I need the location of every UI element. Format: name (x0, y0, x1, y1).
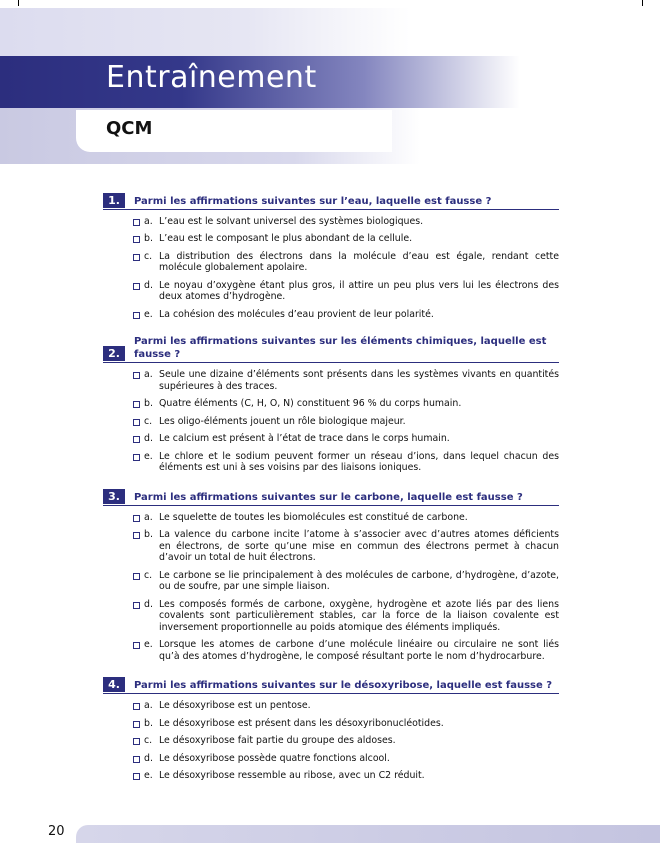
option-text: La cohésion des molécules d’eau provient de leur polarité. (159, 308, 434, 320)
question-list (103, 193, 559, 797)
option-letter: b. (144, 398, 153, 410)
option-letter: c. (144, 415, 153, 427)
question-number: 4. (103, 677, 125, 692)
checkbox-icon[interactable] (133, 436, 140, 443)
option-text: Le calcium est présent à l’état de trace dans le corps humain. (159, 433, 450, 445)
option-letter: e. (144, 450, 153, 462)
answer-option-4-d[interactable] (133, 753, 559, 765)
option-list (103, 512, 559, 663)
option-text: L’eau est le solvant universel des systèmes biologiques. (159, 216, 424, 227)
answer-option-4-c[interactable] (133, 735, 559, 747)
checkbox-icon[interactable] (133, 219, 140, 226)
answer-option-3-a[interactable] (133, 512, 559, 524)
answer-option-1-d[interactable] (133, 280, 559, 303)
answer-option-2-a[interactable] (133, 369, 559, 392)
option-text: Le noyau d’oxygène étant plus gros, il attire un peu plus vers lui les électrons des deux atomes d’hydrogène. (159, 279, 559, 303)
option-letter: a. (144, 216, 153, 227)
question-header (103, 677, 559, 694)
checkbox-icon[interactable] (133, 454, 140, 461)
option-text: Le désoxyribose est présent dans les désoxyribonucléotides. (159, 717, 444, 729)
option-letter: d. (144, 279, 153, 291)
answer-option-4-e[interactable] (133, 770, 559, 782)
checkbox-icon[interactable] (133, 401, 140, 408)
option-letter: d. (144, 433, 153, 445)
option-letter: a. (144, 369, 153, 381)
checkbox-icon[interactable] (133, 756, 140, 763)
option-letter: e. (144, 639, 153, 651)
answer-option-4-a[interactable] (133, 700, 559, 712)
option-text: Quatre éléments (C, H, O, N) constituent 96 % du corps humain. (159, 398, 462, 410)
option-list (103, 216, 559, 320)
question-number: 3. (103, 489, 125, 504)
checkbox-icon[interactable] (133, 283, 140, 290)
footer-band (76, 825, 660, 843)
question-header (103, 335, 559, 363)
checkbox-icon[interactable] (133, 515, 140, 522)
option-letter: e. (144, 769, 153, 781)
crop-mark-right (642, 0, 643, 6)
question-4 (103, 677, 559, 781)
option-letter: e. (144, 308, 153, 320)
checkbox-icon[interactable] (133, 372, 140, 379)
answer-option-2-d[interactable] (133, 433, 559, 445)
option-letter: d. (144, 752, 153, 764)
question-1 (103, 193, 559, 320)
question-3 (103, 489, 559, 663)
option-text: Le carbone se lie principalement à des molécules de carbone, d’hydrogène, d’azote, ou de soufre, par une simple liaison. (159, 569, 559, 593)
question-text: Parmi les affirmations suivantes sur le carbone, laquelle est fausse ? (134, 491, 523, 503)
checkbox-icon[interactable] (133, 703, 140, 710)
answer-option-2-b[interactable] (133, 398, 559, 410)
question-text: Parmi les affirmations suivantes sur le désoxyribose, laquelle est fausse ? (134, 680, 553, 692)
checkbox-icon[interactable] (133, 721, 140, 728)
checkbox-icon[interactable] (133, 312, 140, 319)
option-text: Le squelette de toutes les biomolécules est constitué de carbone. (159, 511, 468, 523)
question-number: 1. (103, 193, 125, 208)
option-letter: b. (144, 233, 153, 245)
crop-mark-left (18, 0, 19, 6)
question-text: Parmi les affirmations suivantes sur l’eau, laquelle est fausse ? (134, 196, 492, 207)
answer-option-1-b[interactable] (133, 233, 559, 245)
option-list (103, 369, 559, 473)
answer-option-3-b[interactable] (133, 529, 559, 564)
page-title: Entraînement (106, 60, 317, 95)
section-title: QCM (106, 118, 153, 139)
option-letter: a. (144, 511, 153, 523)
option-text: La valence du carbone incite l’atome à s’associer avec d’autres atomes déficients en électrons, de sorte qu’une mise en commun des électrons permet à chacun d’avoir un total de huit électrons. (159, 529, 559, 564)
checkbox-icon[interactable] (133, 738, 140, 745)
checkbox-icon[interactable] (133, 236, 140, 243)
option-letter: d. (144, 598, 153, 610)
answer-option-1-a[interactable] (133, 216, 559, 228)
answer-option-3-c[interactable] (133, 570, 559, 593)
checkbox-icon[interactable] (133, 773, 140, 780)
question-number: 2. (103, 346, 125, 361)
option-text: Les composés formés de carbone, oxygène, hydrogène et azote liés par des liens covalents sont particulièrement stables, car la force de la liaison covalente est inversement proportionnelle au poids atomique des éléments impliqués. (159, 598, 559, 633)
header-fade-band (0, 8, 410, 56)
answer-option-4-b[interactable] (133, 718, 559, 730)
answer-option-1-e[interactable] (133, 309, 559, 321)
checkbox-icon[interactable] (133, 419, 140, 426)
checkbox-icon[interactable] (133, 642, 140, 649)
option-text: Le désoxyribose est un pentose. (159, 700, 311, 712)
answer-option-3-d[interactable] (133, 599, 559, 634)
question-header (103, 193, 559, 210)
option-letter: b. (144, 529, 153, 541)
option-text: Le désoxyribose fait partie du groupe des aldoses. (159, 735, 396, 747)
option-text: L’eau est le composant le plus abondant de la cellule. (159, 233, 413, 245)
option-letter: c. (144, 569, 153, 581)
option-text: Seule une dizaine d’éléments sont présents dans les systèmes vivants en quantités supérieures à des traces. (159, 369, 559, 392)
question-header (103, 489, 559, 506)
answer-option-2-c[interactable] (133, 416, 559, 428)
option-text: Lorsque les atomes de carbone d’une molécule linéaire ou circulaire ne sont liés qu’à des atomes d’hydrogène, le composé résultant porte le nom d’hydrocarbure. (159, 639, 559, 662)
option-letter: c. (144, 735, 153, 747)
option-text: Le désoxyribose possède quatre fonctions alcool. (159, 752, 390, 764)
option-letter: b. (144, 717, 153, 729)
checkbox-icon[interactable] (133, 602, 140, 609)
checkbox-icon[interactable] (133, 254, 140, 261)
option-list (103, 700, 559, 781)
answer-option-2-e[interactable] (133, 451, 559, 474)
checkbox-icon[interactable] (133, 573, 140, 580)
checkbox-icon[interactable] (133, 532, 140, 539)
question-2 (103, 335, 559, 473)
option-text: La distribution des électrons dans la molécule d’eau est égale, rendant cette molécule globalement apolaire. (159, 250, 559, 274)
option-text: Le chlore et le sodium peuvent former un réseau d’ions, dans lequel chacun des éléments est uni à ses voisins par des liaisons ioniques. (159, 450, 559, 474)
option-letter: a. (144, 700, 153, 712)
question-text: Parmi les affirmations suivantes sur les éléments chimiques, laquelle est fausse ? (134, 336, 547, 361)
option-text: Le désoxyribose ressemble au ribose, avec un C2 réduit. (159, 769, 425, 781)
answer-option-3-e[interactable] (133, 639, 559, 662)
answer-option-1-c[interactable] (133, 251, 559, 274)
page-number: 20 (48, 824, 65, 839)
option-letter: c. (144, 250, 153, 262)
option-text: Les oligo-éléments jouent un rôle biologique majeur. (159, 415, 406, 427)
